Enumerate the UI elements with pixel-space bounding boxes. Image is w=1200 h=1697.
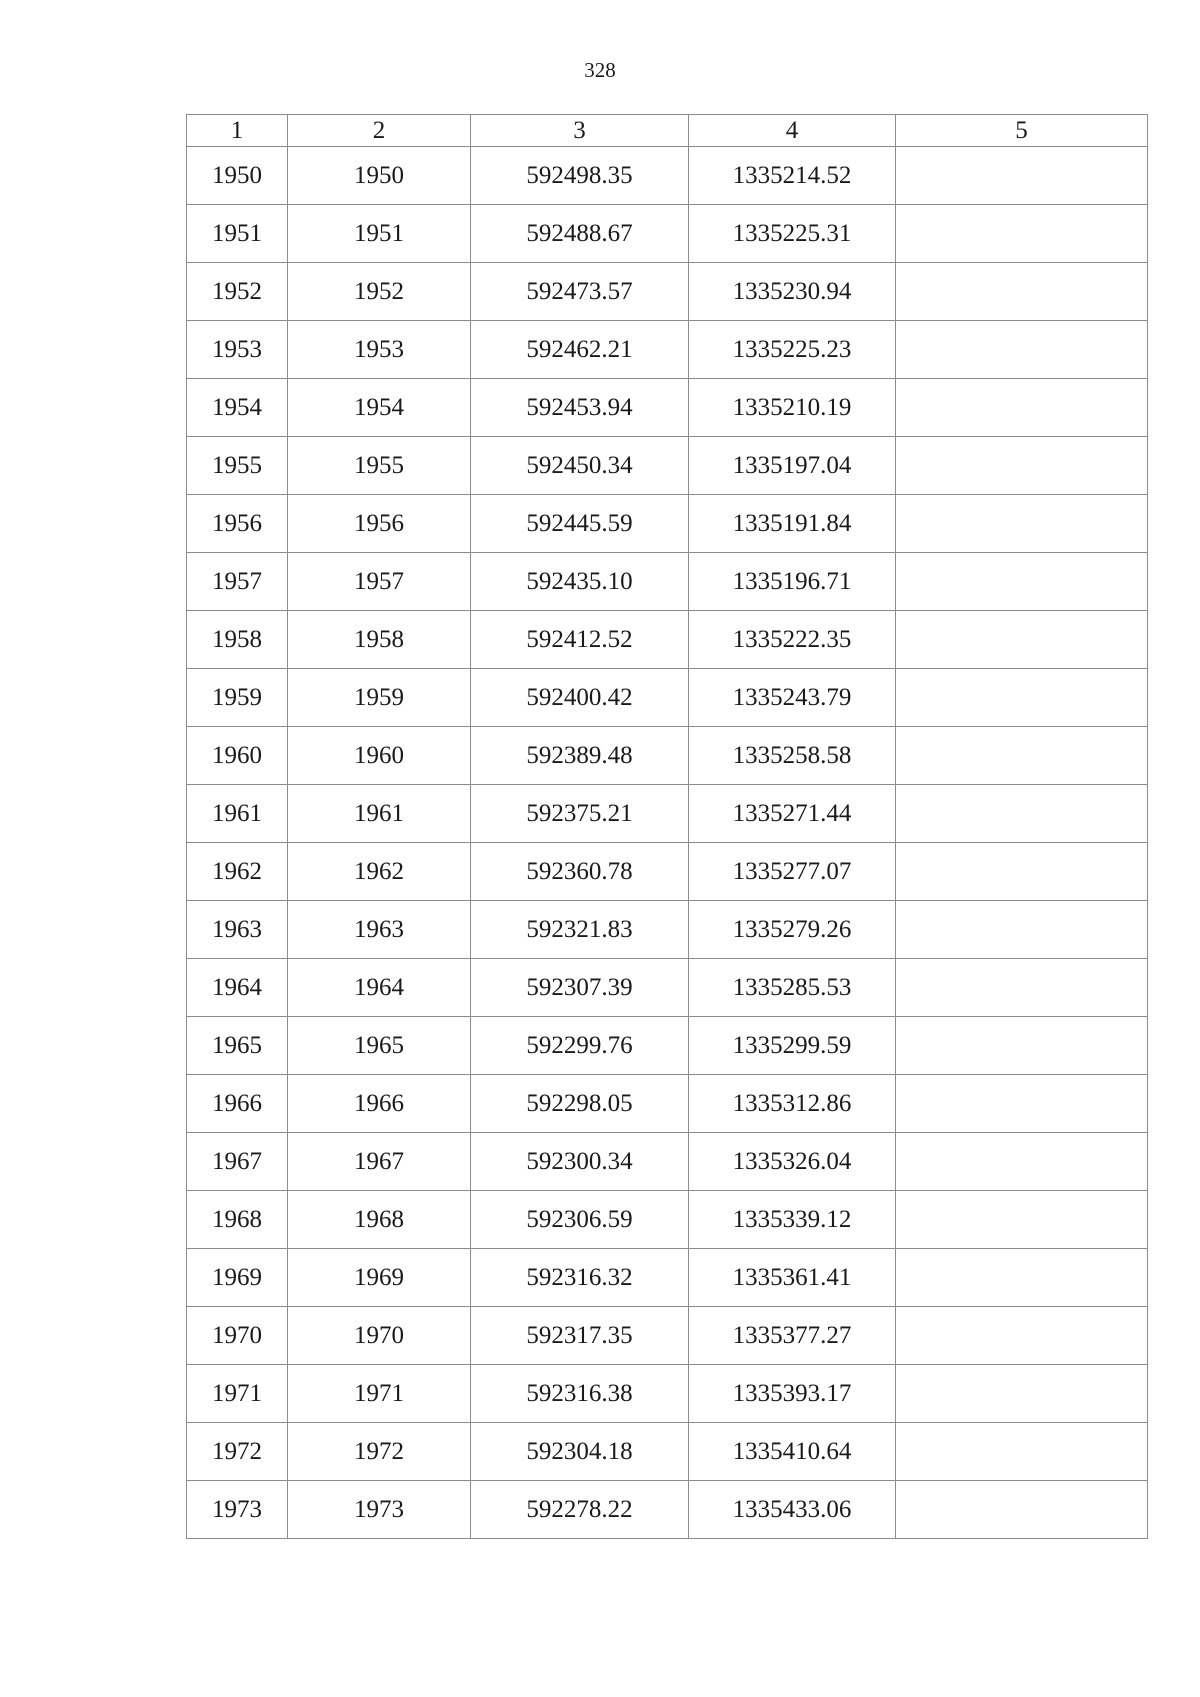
- table-header-row: [187, 115, 1148, 147]
- table-row: [187, 437, 1148, 495]
- point-id-cell: 1958: [288, 611, 471, 669]
- y-coordinate-cell: 1335230.94: [689, 263, 896, 321]
- column-header-4: 4: [689, 115, 896, 147]
- table-row: [187, 263, 1148, 321]
- point-number-cell: 1961: [187, 785, 288, 843]
- point-id-cell: 1952: [288, 263, 471, 321]
- y-coordinate-cell: 1335243.79: [689, 669, 896, 727]
- point-number-cell: 1950: [187, 147, 288, 205]
- x-coordinate-cell: 592304.18: [471, 1423, 689, 1481]
- x-coordinate-cell: 592389.48: [471, 727, 689, 785]
- y-coordinate-cell: 1335326.04: [689, 1133, 896, 1191]
- x-coordinate-cell: 592375.21: [471, 785, 689, 843]
- y-coordinate-cell: 1335222.35: [689, 611, 896, 669]
- point-number-cell: 1959: [187, 669, 288, 727]
- x-coordinate-cell: 592278.22: [471, 1481, 689, 1539]
- y-coordinate-cell: 1335225.23: [689, 321, 896, 379]
- note-cell: [896, 205, 1148, 263]
- table-body: [187, 147, 1148, 1539]
- point-number-cell: 1963: [187, 901, 288, 959]
- point-number-cell: 1971: [187, 1365, 288, 1423]
- point-id-cell: 1954: [288, 379, 471, 437]
- table-row: [187, 843, 1148, 901]
- x-coordinate-cell: 592462.21: [471, 321, 689, 379]
- note-cell: [896, 785, 1148, 843]
- point-id-cell: 1964: [288, 959, 471, 1017]
- note-cell: [896, 1133, 1148, 1191]
- x-coordinate-cell: 592435.10: [471, 553, 689, 611]
- y-coordinate-cell: 1335196.71: [689, 553, 896, 611]
- x-coordinate-cell: 592360.78: [471, 843, 689, 901]
- point-id-cell: 1959: [288, 669, 471, 727]
- y-coordinate-cell: 1335258.58: [689, 727, 896, 785]
- point-number-cell: 1954: [187, 379, 288, 437]
- y-coordinate-cell: 1335377.27: [689, 1307, 896, 1365]
- table-row: [187, 1191, 1148, 1249]
- x-coordinate-cell: 592299.76: [471, 1017, 689, 1075]
- table-row: [187, 611, 1148, 669]
- y-coordinate-cell: 1335214.52: [689, 147, 896, 205]
- point-number-cell: 1952: [187, 263, 288, 321]
- point-number-cell: 1955: [187, 437, 288, 495]
- point-id-cell: 1970: [288, 1307, 471, 1365]
- note-cell: [896, 321, 1148, 379]
- point-id-cell: 1953: [288, 321, 471, 379]
- point-id-cell: 1973: [288, 1481, 471, 1539]
- table-row: [187, 1133, 1148, 1191]
- table-row: [187, 1017, 1148, 1075]
- y-coordinate-cell: 1335197.04: [689, 437, 896, 495]
- x-coordinate-cell: 592453.94: [471, 379, 689, 437]
- x-coordinate-cell: 592317.35: [471, 1307, 689, 1365]
- table-row: [187, 669, 1148, 727]
- y-coordinate-cell: 1335210.19: [689, 379, 896, 437]
- column-header-2: 2: [288, 115, 471, 147]
- point-id-cell: 1960: [288, 727, 471, 785]
- point-number-cell: 1958: [187, 611, 288, 669]
- note-cell: [896, 147, 1148, 205]
- point-number-cell: 1956: [187, 495, 288, 553]
- y-coordinate-cell: 1335277.07: [689, 843, 896, 901]
- y-coordinate-cell: 1335279.26: [689, 901, 896, 959]
- y-coordinate-cell: 1335271.44: [689, 785, 896, 843]
- point-number-cell: 1973: [187, 1481, 288, 1539]
- table-row: [187, 1365, 1148, 1423]
- point-id-cell: 1965: [288, 1017, 471, 1075]
- point-number-cell: 1969: [187, 1249, 288, 1307]
- x-coordinate-cell: 592488.67: [471, 205, 689, 263]
- x-coordinate-cell: 592306.59: [471, 1191, 689, 1249]
- point-id-cell: 1957: [288, 553, 471, 611]
- y-coordinate-cell: 1335410.64: [689, 1423, 896, 1481]
- y-coordinate-cell: 1335299.59: [689, 1017, 896, 1075]
- note-cell: [896, 1075, 1148, 1133]
- point-id-cell: 1972: [288, 1423, 471, 1481]
- point-number-cell: 1953: [187, 321, 288, 379]
- table-row: [187, 959, 1148, 1017]
- x-coordinate-cell: 592321.83: [471, 901, 689, 959]
- point-id-cell: 1963: [288, 901, 471, 959]
- table-row: [187, 1249, 1148, 1307]
- y-coordinate-cell: 1335433.06: [689, 1481, 896, 1539]
- point-number-cell: 1965: [187, 1017, 288, 1075]
- x-coordinate-cell: 592298.05: [471, 1075, 689, 1133]
- x-coordinate-cell: 592400.42: [471, 669, 689, 727]
- x-coordinate-cell: 592316.32: [471, 1249, 689, 1307]
- coordinates-table: [186, 114, 1148, 1539]
- x-coordinate-cell: 592412.52: [471, 611, 689, 669]
- table-row: [187, 1075, 1148, 1133]
- table-row: [187, 901, 1148, 959]
- point-id-cell: 1956: [288, 495, 471, 553]
- x-coordinate-cell: 592450.34: [471, 437, 689, 495]
- note-cell: [896, 553, 1148, 611]
- column-header-3: 3: [471, 115, 689, 147]
- note-cell: [896, 437, 1148, 495]
- point-id-cell: 1971: [288, 1365, 471, 1423]
- point-id-cell: 1969: [288, 1249, 471, 1307]
- table-row: [187, 553, 1148, 611]
- point-id-cell: 1962: [288, 843, 471, 901]
- table-row: [187, 1423, 1148, 1481]
- point-number-cell: 1970: [187, 1307, 288, 1365]
- note-cell: [896, 1307, 1148, 1365]
- point-number-cell: 1964: [187, 959, 288, 1017]
- point-number-cell: 1966: [187, 1075, 288, 1133]
- table-row: [187, 321, 1148, 379]
- note-cell: [896, 669, 1148, 727]
- note-cell: [896, 843, 1148, 901]
- y-coordinate-cell: 1335361.41: [689, 1249, 896, 1307]
- y-coordinate-cell: 1335312.86: [689, 1075, 896, 1133]
- note-cell: [896, 901, 1148, 959]
- y-coordinate-cell: 1335191.84: [689, 495, 896, 553]
- note-cell: [896, 727, 1148, 785]
- table-row: [187, 379, 1148, 437]
- point-number-cell: 1968: [187, 1191, 288, 1249]
- column-header-5: 5: [896, 115, 1148, 147]
- y-coordinate-cell: 1335339.12: [689, 1191, 896, 1249]
- x-coordinate-cell: 592498.35: [471, 147, 689, 205]
- note-cell: [896, 611, 1148, 669]
- note-cell: [896, 1249, 1148, 1307]
- y-coordinate-cell: 1335393.17: [689, 1365, 896, 1423]
- point-number-cell: 1951: [187, 205, 288, 263]
- point-number-cell: 1972: [187, 1423, 288, 1481]
- note-cell: [896, 1481, 1148, 1539]
- note-cell: [896, 1191, 1148, 1249]
- point-number-cell: 1960: [187, 727, 288, 785]
- note-cell: [896, 1423, 1148, 1481]
- table-row: [187, 1481, 1148, 1539]
- page-number: 328: [584, 58, 616, 82]
- x-coordinate-cell: 592316.38: [471, 1365, 689, 1423]
- table-row: [187, 147, 1148, 205]
- point-id-cell: 1955: [288, 437, 471, 495]
- table-row: [187, 205, 1148, 263]
- point-number-cell: 1967: [187, 1133, 288, 1191]
- x-coordinate-cell: 592300.34: [471, 1133, 689, 1191]
- note-cell: [896, 263, 1148, 321]
- x-coordinate-cell: 592445.59: [471, 495, 689, 553]
- point-id-cell: 1961: [288, 785, 471, 843]
- x-coordinate-cell: 592473.57: [471, 263, 689, 321]
- point-id-cell: 1967: [288, 1133, 471, 1191]
- column-header-1: 1: [187, 115, 288, 147]
- point-number-cell: 1962: [187, 843, 288, 901]
- point-id-cell: 1950: [288, 147, 471, 205]
- note-cell: [896, 379, 1148, 437]
- point-number-cell: 1957: [187, 553, 288, 611]
- point-id-cell: 1966: [288, 1075, 471, 1133]
- note-cell: [896, 1365, 1148, 1423]
- table-row: [187, 495, 1148, 553]
- y-coordinate-cell: 1335225.31: [689, 205, 896, 263]
- note-cell: [896, 959, 1148, 1017]
- note-cell: [896, 1017, 1148, 1075]
- y-coordinate-cell: 1335285.53: [689, 959, 896, 1017]
- x-coordinate-cell: 592307.39: [471, 959, 689, 1017]
- table-row: [187, 1307, 1148, 1365]
- table-row: [187, 727, 1148, 785]
- point-id-cell: 1968: [288, 1191, 471, 1249]
- table-row: [187, 785, 1148, 843]
- note-cell: [896, 495, 1148, 553]
- point-id-cell: 1951: [288, 205, 471, 263]
